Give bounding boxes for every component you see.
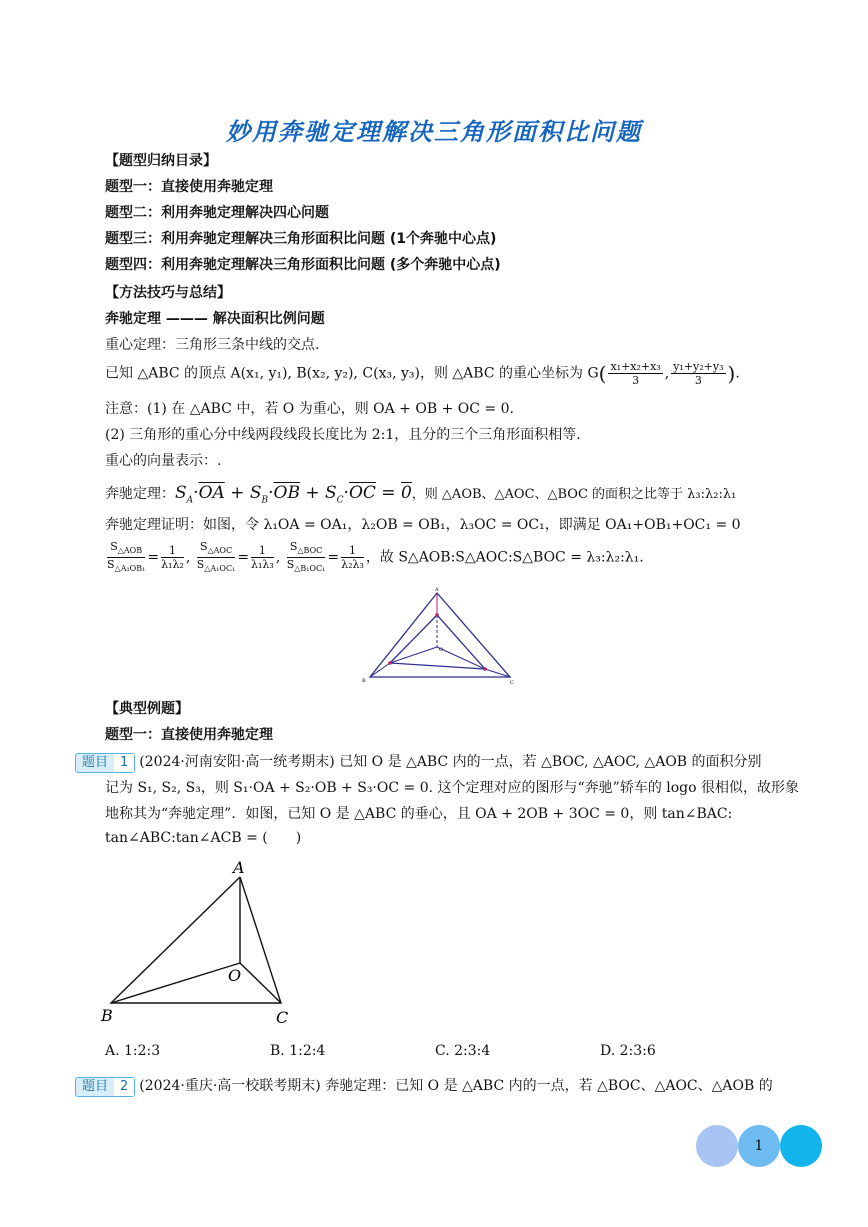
svg-text:A: A bbox=[435, 587, 439, 593]
svg-text:A: A bbox=[233, 858, 245, 877]
vector-representation: 重心的向量表示：. bbox=[105, 453, 222, 469]
triangle-diagram bbox=[95, 855, 305, 1030]
question-1-line: tan∠ABC:tan∠ACB = ( ) bbox=[105, 830, 302, 846]
option-c[interactable]: C. 2:3:4 bbox=[435, 1043, 491, 1059]
benz-theorem-label: 奔驰定理： bbox=[105, 486, 175, 502]
page-number: 1 bbox=[754, 1138, 764, 1154]
svg-text:O: O bbox=[228, 966, 242, 985]
benz-theorem-conclusion: ，则 △AOB、△AOC、△BOC 的面积之比等于 λ₃:λ₂:λ₁ bbox=[411, 487, 737, 502]
toc-header: 【题型归纳目录】 bbox=[105, 153, 217, 169]
option-d[interactable]: D. 2:3:6 bbox=[600, 1043, 656, 1059]
svg-text:C: C bbox=[276, 1008, 289, 1027]
question-1: 题目 1 (2024·河南安阳·高一统考期末) 已知 O 是 △ABC 内的一点，若 △BOC, △AOC, △AOB 的面积分别 bbox=[75, 753, 762, 773]
option-b[interactable]: B. 1:2:4 bbox=[270, 1043, 326, 1059]
fraction-y: $\frac{\text{y₁+y₂+y₃}}{3}$ bbox=[673, 360, 724, 387]
section-heading: 题型一：直接使用奔驰定理 bbox=[105, 727, 273, 743]
question-tag: 题目 2 bbox=[75, 1077, 135, 1097]
question-tag: 题目 1 bbox=[75, 753, 135, 773]
centroid-coordinate: 已知 △ABC 的顶点 A(x₁, y₁), B(x₂, y₂), C(x₃, y₃)，则 △ABC 的重心坐标为 G( $\frac{\text{x₁+x₂+x₃}}{3}$ , $\frac{\text{y₁+y₂+y₃}}{3}$ ). bbox=[105, 360, 740, 387]
page-decoration-circle bbox=[780, 1125, 822, 1167]
method-header: 【方法技巧与总结】 bbox=[105, 285, 231, 301]
toc-item: 题型四：利用奔驰定理解决三角形面积比问题 (多个奔驰中心点) bbox=[105, 257, 501, 273]
toc-item: 题型二：利用奔驰定理解决四心问题 bbox=[105, 205, 329, 221]
proof-line: 奔驰定理证明：如图，令 λ₁OA = OA₁，λ₂OB = OB₁，λ₃OC = OC₁，即满足 OA₁+OB₁+OC₁ = 0 bbox=[105, 517, 741, 533]
question-2: 题目 2 (2024·重庆·高一校联考期末) 奔驰定理：已知 O 是 △ABC 内的一点，若 △BOC、△AOC、△AOB 的 bbox=[75, 1077, 773, 1097]
page-number-circle bbox=[738, 1125, 780, 1167]
page-decoration-circle bbox=[696, 1125, 738, 1167]
svg-text:O: O bbox=[439, 647, 444, 653]
svg-text:B: B bbox=[101, 1006, 113, 1025]
centroid-definition: 重心定理：三角形三条中线的交点. bbox=[105, 337, 320, 353]
fraction-x: $\frac{\text{x₁+x₂+x₃}}{3}$ bbox=[610, 360, 661, 387]
question-1-line: 地称其为“奔驰定理”．如图，已知 O 是 △ABC 的垂心，且 OA + 2OB + 3OC = 0，则 tan∠BAC: bbox=[105, 806, 733, 822]
page-title: 妙用奔驰定理解决三角形面积比问题 bbox=[226, 117, 642, 146]
note-2: (2) 三角形的重心分中线两段线段长度比为 2:1，且分的三个三角形面积相等. bbox=[105, 427, 581, 443]
area-ratio-line: $\frac{S_{\triangle AOB}}{S_{\triangle A_1OB_1}}$ = $\frac{1}{\text{λ₁λ₂}}$ , $\frac{S_{\triangle AOC}}{S_{\triangle A_1OC_1}}$ = $\frac{1}{\text{λ₁λ₃}}$ , $\frac{S_{\triangle BOC}}{S_{\triangle B_1OC_1}}$ = $\frac{1}{\text{λ₂λ₃}}$ ，故 S△AOB:S△AOC:S△BOC = λ₃:λ₂:λ₁. bbox=[107, 540, 644, 574]
note-1: 注意：(1) 在 △ABC 中，若 O 为重心，则 OA + OB + OC = 0. bbox=[105, 401, 514, 417]
benz-diagram bbox=[360, 585, 520, 685]
centroid-coordinate-text: 已知 △ABC 的顶点 A(x₁, y₁), B(x₂, y₂), C(x₃, y₃)，则 △ABC 的重心坐标为 G bbox=[105, 365, 599, 382]
toc-item: 题型一：直接使用奔驰定理 bbox=[105, 179, 273, 195]
benz-theorem: 奔驰定理：$S_A\cdot\overline{OA} + S_B\cdot\overline{OB} + S_C\cdot\overline{OC} = 0$，则 △AOB、△AOC、△BOC 的面积之比等于 λ₃:λ₂:λ₁ bbox=[105, 483, 737, 506]
option-a[interactable]: A. 1:2:3 bbox=[105, 1043, 161, 1059]
examples-header: 【典型例题】 bbox=[105, 701, 189, 717]
toc-item: 题型三：利用奔驰定理解决三角形面积比问题 (1个奔驰中心点) bbox=[105, 231, 497, 247]
area-ratio-conclusion: ，故 S△AOB:S△AOC:S△BOC = λ₃:λ₂:λ₁. bbox=[365, 549, 644, 566]
method-subheader: 奔驰定理 ——— 解决面积比例问题 bbox=[105, 311, 325, 327]
question-1-line: 记为 S₁, S₂, S₃，则 S₁·OA + S₂·OB + S₃·OC = 0. 这个定理对应的图形与“奔驰”轿车的 logo 很相似，故形象 bbox=[105, 780, 800, 796]
svg-text:C: C bbox=[510, 680, 514, 685]
svg-text:B: B bbox=[362, 678, 366, 684]
